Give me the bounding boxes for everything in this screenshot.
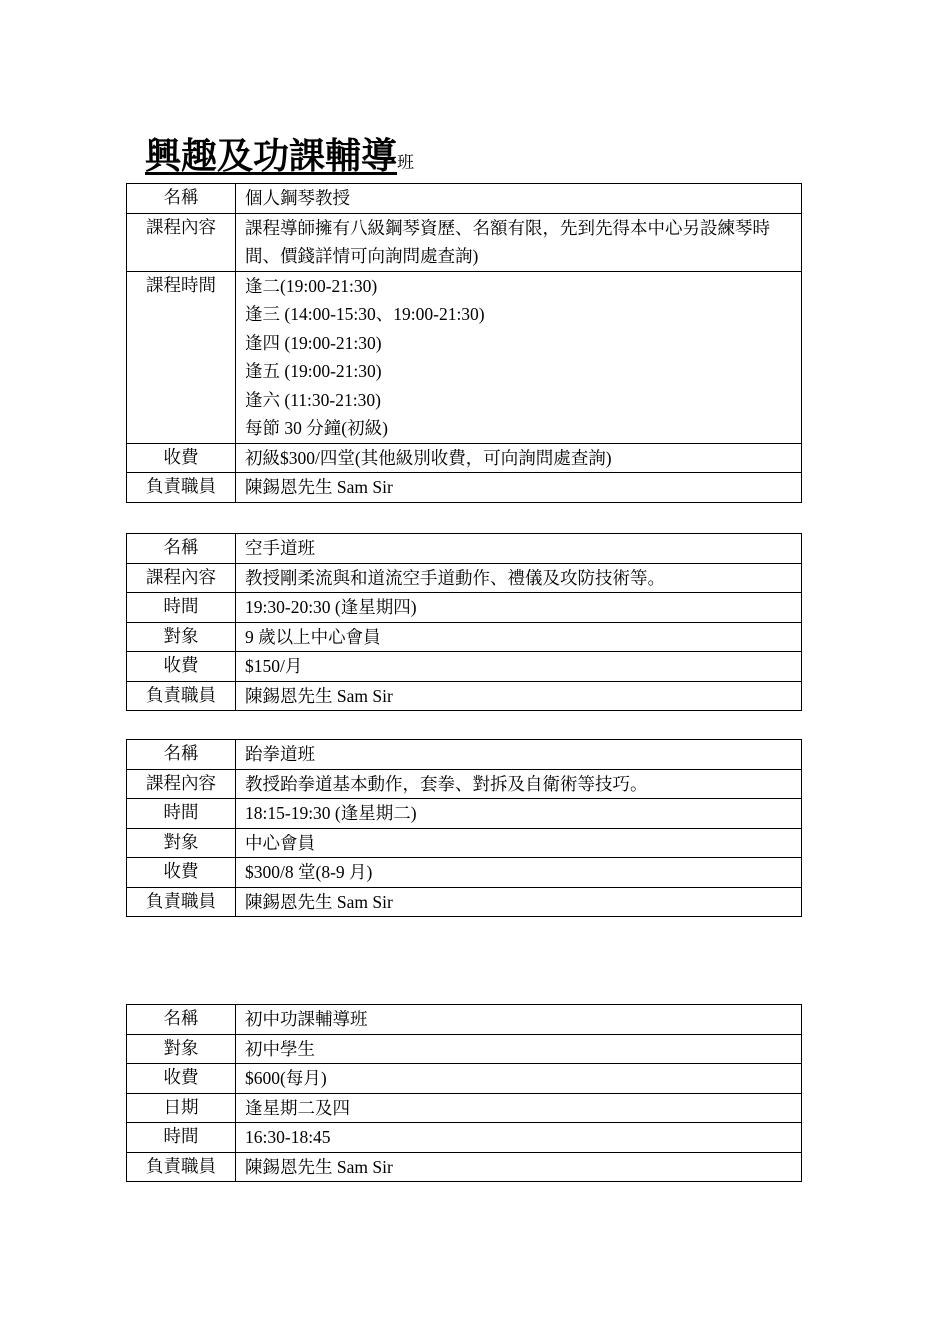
row-value: [236, 769, 802, 799]
value-line: 初中功課輔導班: [245, 1009, 368, 1029]
row-value: [236, 1034, 802, 1064]
table-row: [127, 534, 802, 564]
value-line: $600(每月): [245, 1068, 327, 1088]
value-line: 跆拳道班: [245, 744, 315, 764]
page-title-main: 興趣及功課輔導: [145, 136, 398, 177]
value-line: 逢四 (19:00-21:30): [245, 332, 382, 353]
row-label: 負責職員: [127, 473, 236, 503]
row-label: 日期: [127, 1093, 236, 1123]
row-label: 收費: [127, 858, 236, 888]
row-label: 課程內容: [127, 563, 236, 593]
value-line: 初中學生: [245, 1038, 315, 1059]
table-row: [127, 1034, 802, 1064]
row-label: 課程內容: [127, 769, 236, 799]
row-label: 收費: [127, 443, 236, 473]
row-label: 時間: [127, 593, 236, 623]
row-value: [236, 858, 802, 888]
row-label: 名稱: [127, 740, 236, 770]
value-line: 逢六 (11:30-21:30): [245, 389, 381, 410]
table-row: [127, 473, 802, 503]
value-line: 中心會員: [245, 832, 315, 853]
row-label: 對象: [127, 622, 236, 652]
table-row: [127, 769, 802, 799]
row-value: [236, 1064, 802, 1094]
row-label: 時間: [127, 799, 236, 829]
table-row: [127, 799, 802, 829]
row-value: [236, 740, 802, 770]
row-value: [236, 563, 802, 593]
row-label: 負責職員: [127, 887, 236, 917]
row-value: [236, 213, 802, 271]
table-row: [127, 652, 802, 682]
table-row: [127, 1152, 802, 1182]
row-label: 對象: [127, 1034, 236, 1064]
value-line: 9 歲以上中心會員: [245, 626, 381, 647]
value-line: 課程導師擁有八級鋼琴資歷、名額有限，先到先得本中心另設練琴時間、價錢詳情可向詢問處查詢): [245, 217, 770, 266]
value-line: 18:15-19:30 (逢星期二): [245, 803, 417, 823]
row-value: [236, 271, 802, 443]
table-row: [127, 1064, 802, 1094]
row-value: [236, 1093, 802, 1123]
table-row: [127, 740, 802, 770]
value-line: 初級$300/四堂(其他級別收費，可向詢問處查詢): [245, 447, 612, 468]
table-row: [127, 1093, 802, 1123]
value-line: 逢三 (14:00-15:30、19:00-21:30): [245, 304, 485, 324]
taekwondo-course-table: [126, 739, 802, 917]
row-label: 名稱: [127, 184, 236, 214]
row-value: [236, 652, 802, 682]
value-line: 逢五 (19:00-21:30): [245, 361, 382, 381]
table-row: [127, 1123, 802, 1153]
row-label: 課程內容: [127, 213, 236, 271]
page-title-suffix: 班: [397, 153, 415, 173]
row-label: 收費: [127, 652, 236, 682]
value-line: 教授跆拳道基本動作，套拳、對拆及自衛術等技巧。: [245, 773, 648, 794]
row-value: [236, 593, 802, 623]
page-title: [145, 128, 414, 179]
table-row: [127, 443, 802, 473]
row-value: [236, 443, 802, 473]
row-value: [236, 622, 802, 652]
row-value: [236, 828, 802, 858]
row-label: 負責職員: [127, 681, 236, 711]
table-row: [127, 681, 802, 711]
value-line: 個人鋼琴教授: [245, 188, 350, 208]
value-line: 陳錫恩先生 Sam Sir: [245, 891, 393, 912]
row-value: [236, 887, 802, 917]
row-value: [236, 473, 802, 503]
row-value: [236, 1005, 802, 1035]
value-line: $300/8 堂(8-9 月): [245, 862, 373, 882]
value-line: 逢星期二及四: [245, 1097, 350, 1118]
value-line: 每節 30 分鐘(初級): [245, 418, 388, 438]
value-line: 空手道班: [245, 538, 315, 558]
homework-tutoring-table: [126, 1004, 802, 1182]
row-label: 收費: [127, 1064, 236, 1094]
row-label: 課程時間: [127, 271, 236, 443]
row-value: [236, 681, 802, 711]
piano-course-table: [126, 183, 802, 503]
row-value: [236, 534, 802, 564]
table-row: [127, 271, 802, 443]
table-row: [127, 563, 802, 593]
row-value: [236, 799, 802, 829]
table-row: [127, 858, 802, 888]
table-row: [127, 184, 802, 214]
row-label: 名稱: [127, 534, 236, 564]
value-line: 19:30-20:30 (逢星期四): [245, 597, 417, 617]
table-row: [127, 1005, 802, 1035]
karate-course-table: [126, 533, 802, 711]
value-line: $150/月: [245, 656, 303, 676]
table-row: [127, 593, 802, 623]
row-label: 時間: [127, 1123, 236, 1153]
value-line: 教授剛柔流與和道流空手道動作、禮儀及攻防技術等。: [245, 567, 665, 588]
table-row: [127, 622, 802, 652]
row-value: [236, 1152, 802, 1182]
row-value: [236, 184, 802, 214]
table-row: [127, 887, 802, 917]
table-row: [127, 213, 802, 271]
value-line: 陳錫恩先生 Sam Sir: [245, 477, 393, 497]
value-line: 逢二(19:00-21:30): [245, 275, 378, 296]
row-value: [236, 1123, 802, 1153]
value-line: 16:30-18:45: [245, 1127, 331, 1147]
row-label: 名稱: [127, 1005, 236, 1035]
value-line: 陳錫恩先生 Sam Sir: [245, 1156, 393, 1177]
value-line: 陳錫恩先生 Sam Sir: [245, 685, 393, 706]
row-label: 對象: [127, 828, 236, 858]
table-row: [127, 828, 802, 858]
row-label: 負責職員: [127, 1152, 236, 1182]
